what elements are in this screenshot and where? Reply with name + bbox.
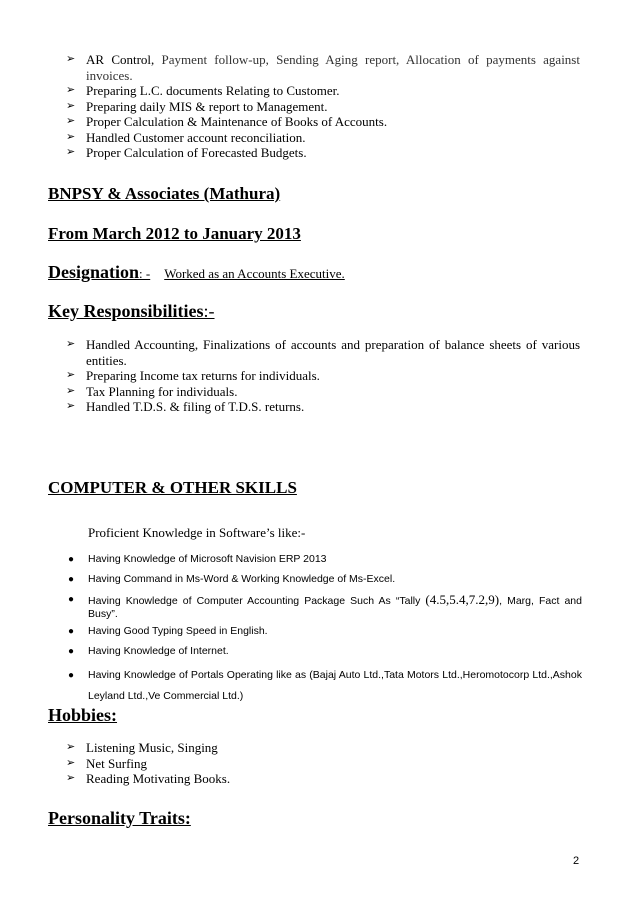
tally-versions: (4.5,5.4,7.2,9) xyxy=(425,592,500,607)
arrow-bullet-icon: ➢ xyxy=(66,53,76,65)
list-item-text: Having Knowledge of Portals Operating like as (Bajaj Auto Ltd.,Tata Motors Ltd.,Heromotocorp Ltd.,Ashok Leyland Ltd.,Ve Commercial Ltd.) xyxy=(88,669,582,702)
list-item xyxy=(62,625,582,638)
arrow-bullet-icon: ➢ xyxy=(66,369,76,381)
list-item-text: Handled T.D.S. & filing of T.D.S. returns. xyxy=(86,399,305,414)
designation-heading xyxy=(48,262,345,283)
hobbies-list xyxy=(62,740,580,787)
list-item xyxy=(62,337,580,368)
period-heading: From March 2012 to January 2013 xyxy=(48,224,301,243)
skills-list xyxy=(62,553,582,714)
list-item xyxy=(62,645,582,658)
responsibilities-heading xyxy=(48,301,215,322)
list-item-text: Having Knowledge of Microsoft Navision ERP 2013 xyxy=(88,553,327,565)
list-item xyxy=(62,593,582,621)
list-item-text: Listening Music, Singing xyxy=(86,740,218,755)
bullet-icon: ● xyxy=(68,554,75,565)
hobbies-separator: : xyxy=(111,705,118,725)
bullet-icon: ● xyxy=(68,646,75,657)
bullet-icon: ● xyxy=(68,574,75,585)
arrow-bullet-icon: ➢ xyxy=(66,115,76,127)
previous-job-responsibilities-list xyxy=(62,52,580,161)
designation-value: Worked as an Accounts Executive. xyxy=(164,266,345,281)
list-item xyxy=(62,83,580,99)
list-item xyxy=(62,665,582,707)
responsibilities-list xyxy=(62,337,580,415)
list-item-text: Preparing daily MIS & report to Management. xyxy=(86,98,328,114)
list-item-text: Proper Calculation & Maintenance of Books of Accounts. xyxy=(86,114,388,129)
list-item-text: Tax Planning for individuals. xyxy=(86,383,238,399)
list-item-text: Payment follow-up, Sending Aging report, Allocation of payments against invoices. xyxy=(86,52,580,83)
bullet-icon: ● xyxy=(68,594,75,605)
tally-text-pre: Having Knowledge of Computer Accounting Package Such As “Tally xyxy=(88,595,426,607)
arrow-bullet-icon: ➢ xyxy=(66,772,76,784)
skills-heading: COMPUTER & OTHER SKILLS xyxy=(48,478,297,497)
list-item xyxy=(62,740,580,756)
list-item-bold: AR Control, xyxy=(86,52,155,67)
bullet-icon: ● xyxy=(68,626,75,637)
page-number: 2 xyxy=(573,855,580,867)
list-item xyxy=(62,553,582,566)
arrow-bullet-icon: ➢ xyxy=(66,338,76,350)
list-item-text: Having Command in Ms-Word & Working Knowledge of Ms-Excel. xyxy=(88,573,396,585)
arrow-bullet-icon: ➢ xyxy=(66,130,76,143)
list-item-text: Reading Motivating Books. xyxy=(86,771,231,786)
list-item-text: Preparing Income tax returns for individuals. xyxy=(86,368,320,383)
list-item xyxy=(62,384,580,400)
list-item xyxy=(62,145,580,161)
responsibilities-label: Key Responsibilities xyxy=(48,301,204,321)
list-item xyxy=(62,130,580,146)
list-item xyxy=(62,52,580,83)
designation-separator: : - xyxy=(139,266,151,281)
bullet-icon: ● xyxy=(68,670,75,681)
company-heading: BNPSY & Associates (Mathura) xyxy=(48,184,281,203)
list-item-text: Preparing L.C. documents Relating to Customer. xyxy=(86,83,340,98)
list-item-text: Handled Accounting, Finalizations of accounts and preparation of balance sheets of various entities. xyxy=(86,337,580,368)
personality-heading: Personality Traits: xyxy=(48,808,191,828)
list-item-text: Proper Calculation of Forecasted Budgets. xyxy=(86,145,307,160)
responsibilities-separator: :- xyxy=(203,301,215,321)
list-item xyxy=(62,573,582,586)
list-item xyxy=(62,399,580,415)
arrow-bullet-icon: ➢ xyxy=(66,741,76,753)
list-item-text: Having Knowledge of Internet. xyxy=(88,645,229,657)
tally-text-post: , Marg, Fact and Busy”. xyxy=(88,595,582,620)
arrow-bullet-icon: ➢ xyxy=(66,99,76,112)
arrow-bullet-icon: ➢ xyxy=(66,400,76,412)
list-item xyxy=(62,756,580,772)
skills-intro: Proficient Knowledge in Software’s like:- xyxy=(88,525,306,540)
hobbies-heading xyxy=(48,705,117,726)
designation-label: Designation xyxy=(48,262,140,282)
arrow-bullet-icon: ➢ xyxy=(66,146,76,158)
arrow-bullet-icon: ➢ xyxy=(66,84,76,96)
list-item xyxy=(62,368,580,384)
arrow-bullet-icon: ➢ xyxy=(66,756,76,769)
list-item-text: Having Good Typing Speed in English. xyxy=(88,625,268,637)
arrow-bullet-icon: ➢ xyxy=(66,384,76,397)
list-item xyxy=(62,771,580,787)
list-item xyxy=(62,99,580,115)
hobbies-label: Hobbies xyxy=(48,705,112,725)
list-item-text: Net Surfing xyxy=(86,755,148,771)
list-item xyxy=(62,114,580,130)
list-item-text: Handled Customer account reconciliation. xyxy=(86,129,306,145)
